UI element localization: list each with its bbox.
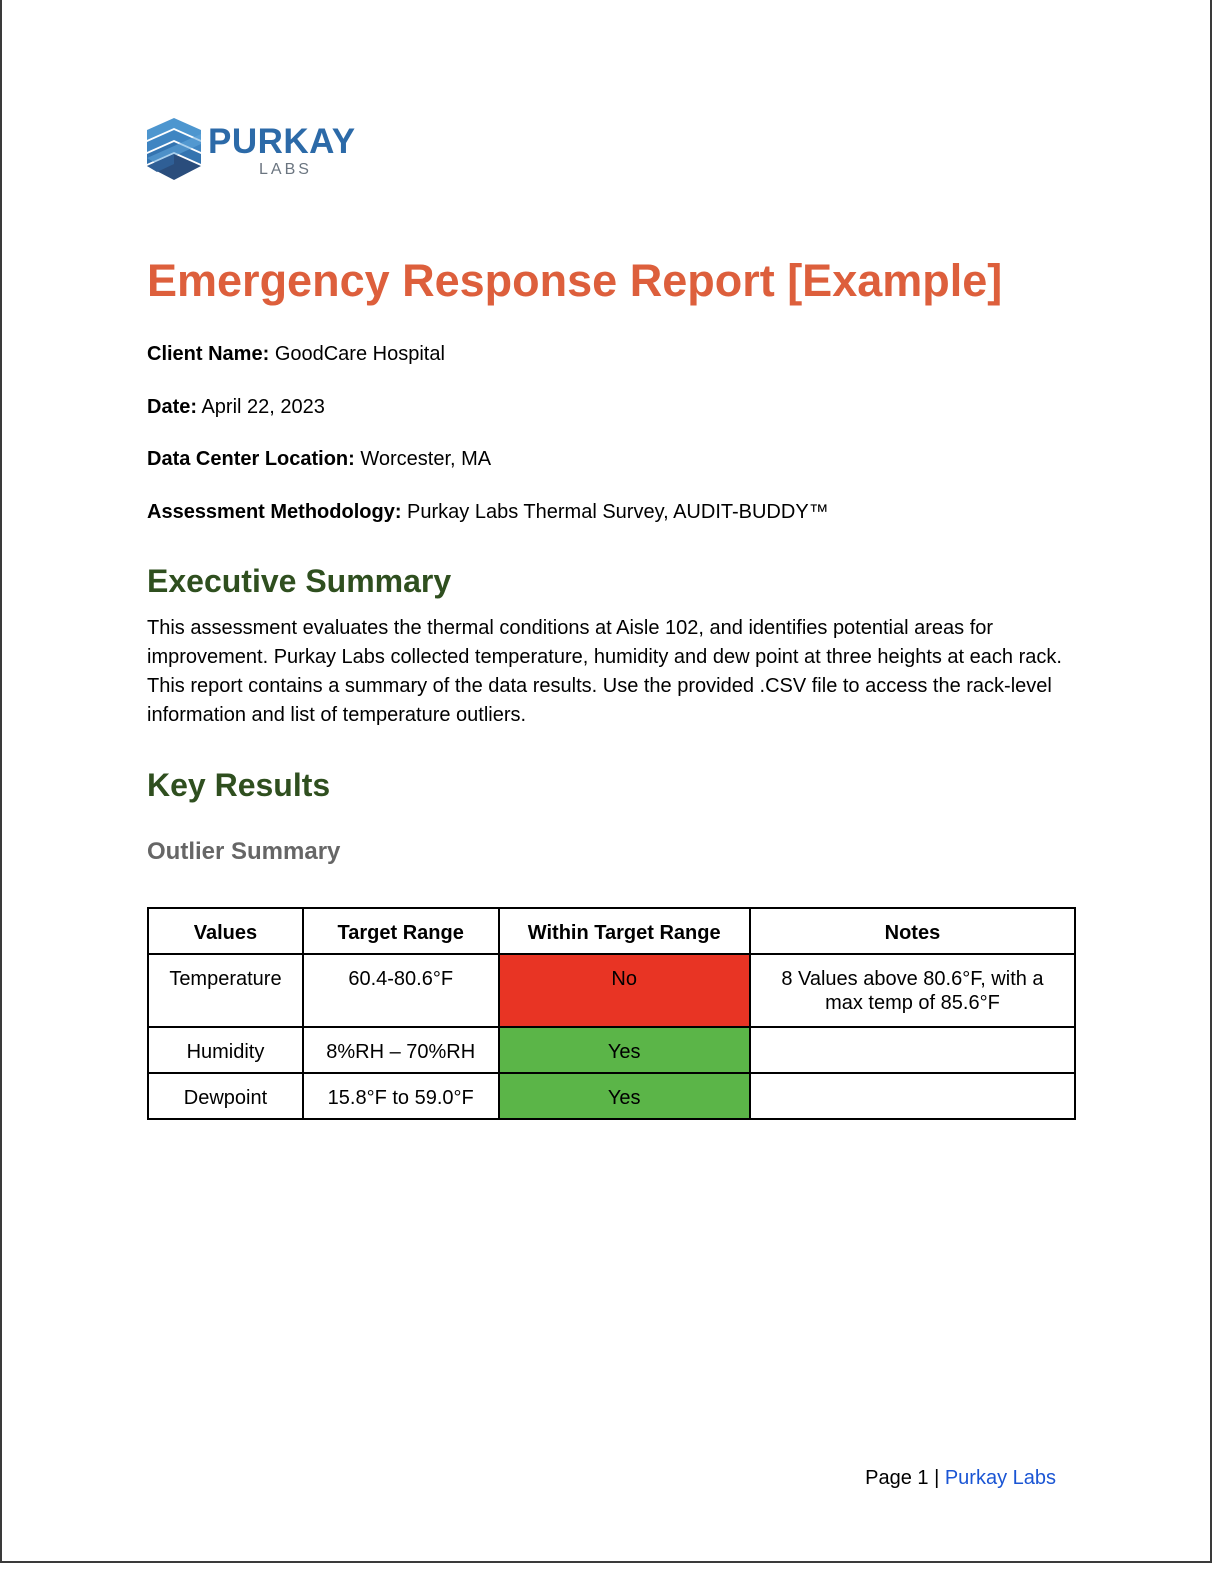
logo-sub-text: LABS xyxy=(259,161,312,178)
client-name-line xyxy=(147,342,445,366)
building-logo-icon xyxy=(147,118,201,182)
table-cell-range: 15.8°F to 59.0°F xyxy=(303,1073,499,1119)
date-line xyxy=(147,395,325,419)
status-cell: No xyxy=(499,954,750,1027)
location-label: Data Center Location: xyxy=(147,448,355,470)
methodology-value: Purkay Labs Thermal Survey, AUDIT-BUDDY™ xyxy=(407,501,829,523)
table-cell-notes xyxy=(750,1027,1075,1073)
table-header: Values xyxy=(148,908,303,954)
table-header: Within Target Range xyxy=(499,908,750,954)
status-cell: Yes xyxy=(499,1027,750,1073)
outlier-summary-table xyxy=(147,907,1076,1120)
report-title: Emergency Response Report [Example] xyxy=(147,255,1003,306)
table-row xyxy=(148,954,1075,1027)
page-number: Page 1 | xyxy=(865,1467,940,1489)
page-footer xyxy=(865,1466,1056,1490)
table-row xyxy=(148,1027,1075,1073)
table-row xyxy=(148,1073,1075,1119)
table-cell-value: Humidity xyxy=(148,1027,303,1073)
logo-brand-text: PURKAY xyxy=(208,122,356,161)
outlier-summary-heading: Outlier Summary xyxy=(147,838,341,865)
purkay-labs-logo xyxy=(147,118,387,184)
executive-summary-heading: Executive Summary xyxy=(147,563,452,599)
methodology-label: Assessment Methodology: xyxy=(147,501,402,523)
date-label: Date: xyxy=(147,396,198,418)
table-cell-notes: 8 Values above 80.6°F, with a max temp of 85.6°F xyxy=(750,954,1075,1027)
status-cell: Yes xyxy=(499,1073,750,1119)
key-results-heading: Key Results xyxy=(147,767,331,803)
footer-link[interactable]: Purkay Labs xyxy=(944,1467,1056,1489)
client-name-label: Client Name: xyxy=(147,343,270,365)
executive-summary-text: This assessment evaluates the thermal conditions at Aisle 102, and identifies potential areas for improvement. Purkay Labs collected temperature, humidity and dew point at three heights at each rack. This report contains a summary of the data results. Use the provided .CSV file to access the rack-level information and list of temperature outliers. xyxy=(147,617,1062,726)
table-cell-value: Temperature xyxy=(148,954,303,1027)
methodology-line xyxy=(147,500,829,524)
client-name-value: GoodCare Hospital xyxy=(274,343,445,365)
location-value: Worcester, MA xyxy=(360,448,492,470)
table-header-row xyxy=(148,908,1075,954)
date-value: April 22, 2023 xyxy=(201,396,325,418)
table-cell-notes xyxy=(750,1073,1075,1119)
table-header: Notes xyxy=(750,908,1075,954)
table-cell-range: 60.4-80.6°F xyxy=(303,954,499,1027)
location-line xyxy=(147,447,491,471)
table-cell-value: Dewpoint xyxy=(148,1073,303,1119)
table-cell-range: 8%RH – 70%RH xyxy=(303,1027,499,1073)
table-header: Target Range xyxy=(303,908,499,954)
